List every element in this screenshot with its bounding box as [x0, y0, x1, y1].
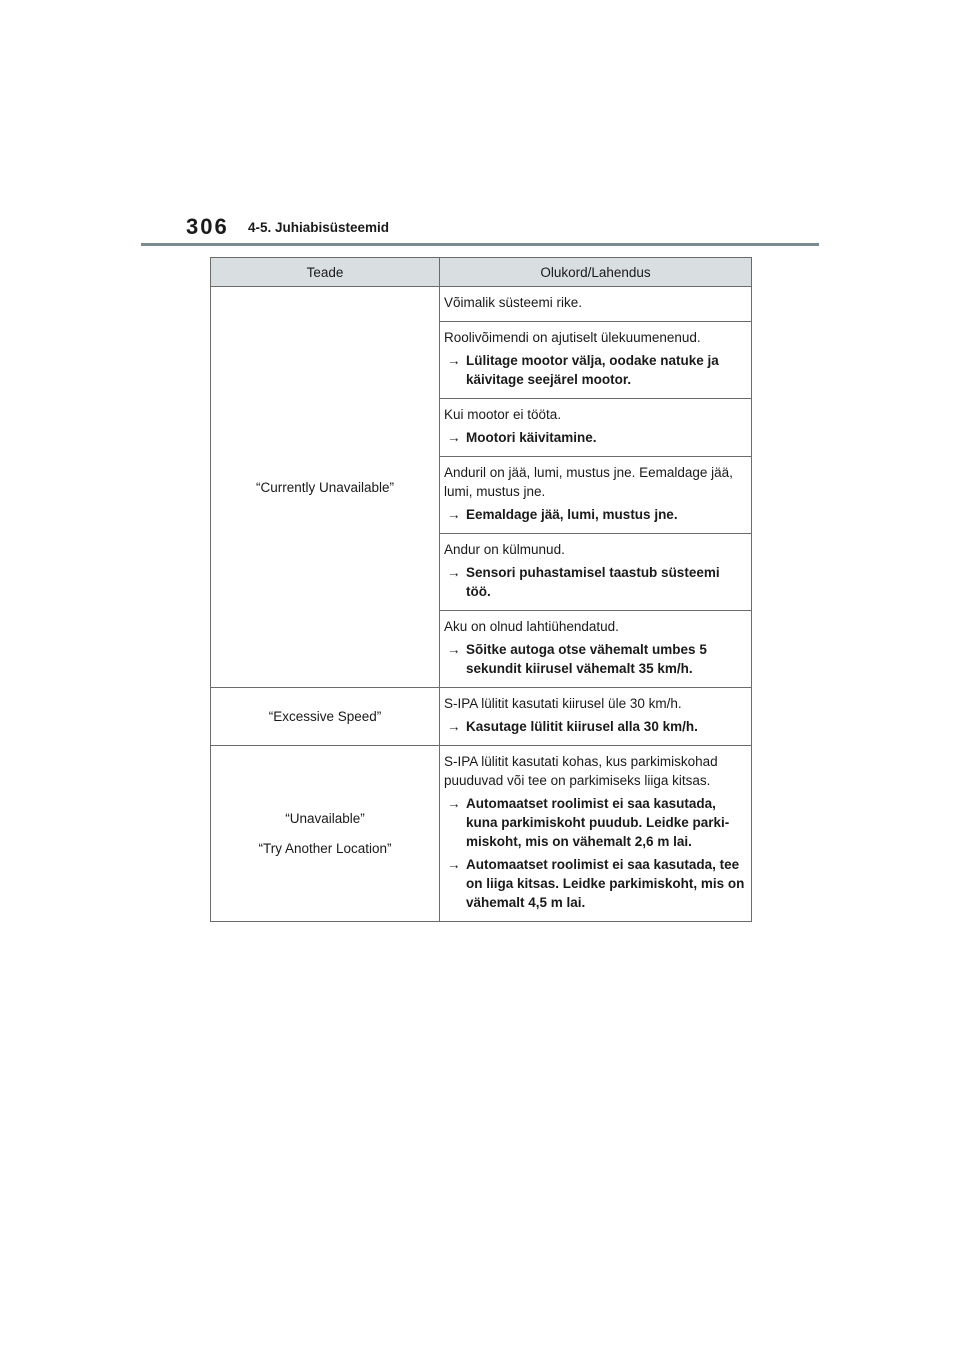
- arrow-right-icon: →: [447, 796, 461, 811]
- situation-cell: [440, 688, 752, 746]
- page-number: 306: [186, 214, 229, 239]
- solution-label: Kasutage lülitit kiirusel alla 30 km/h.: [466, 719, 698, 734]
- solution-text: [444, 351, 747, 389]
- warning-message: “Excessive Speed”: [268, 709, 382, 724]
- solution-text: [444, 428, 747, 447]
- solution-label: Lülitage mootor välja, oodake natuke ja käivitage seejärel mootor.: [466, 353, 719, 387]
- solution-text: [444, 794, 747, 851]
- situation-case: [440, 287, 751, 321]
- situation-case: [440, 688, 751, 745]
- situation-cell: [440, 287, 752, 688]
- table-row: [211, 746, 752, 922]
- solution-label: Automaatset roolimist ei saa kasutada, tee on liiga kitsas. Leidke parkimiskoht, mis on vähemalt 4,5 m lai.: [466, 857, 745, 910]
- cause-text: Kui mootor ei tööta.: [444, 407, 562, 422]
- solution-label: Mootori käivitamine.: [466, 430, 597, 445]
- cause-text: Roolivõimendi on ajutiselt ülekuumenenud.: [444, 330, 701, 345]
- arrow-right-icon: →: [447, 565, 461, 580]
- header-rule: [141, 243, 819, 246]
- cause-text: S-IPA lülitit kasutati kiirusel üle 30 km/h.: [444, 696, 682, 711]
- arrow-right-icon: →: [447, 719, 461, 734]
- column-header-message: Teade: [211, 258, 440, 287]
- table-header-row: [211, 258, 752, 287]
- cause-text: Andur on külmunud.: [444, 542, 565, 557]
- solution-text: [444, 717, 747, 736]
- solution-label: Sensori puhastamisel taastub süsteemi töö.: [466, 565, 720, 599]
- situation-case: [440, 610, 751, 687]
- situation-case: [440, 746, 751, 921]
- situation-case: [440, 533, 751, 610]
- cause-text: S-IPA lülitit kasutati kohas, kus parkimiskohad puuduvad või tee on parkimiseks liiga kitsas.: [444, 754, 718, 788]
- solution-text: [444, 563, 747, 601]
- solution-text: [444, 640, 747, 678]
- arrow-right-icon: →: [447, 642, 461, 657]
- table-row: [211, 287, 752, 688]
- cause-text: Anduril on jää, lumi, mustus jne. Eemaldage jää, lumi, mustus jne.: [444, 465, 733, 499]
- solution-text: [444, 855, 747, 912]
- solution-label: Eemaldage jää, lumi, mustus jne.: [466, 507, 678, 522]
- arrow-right-icon: →: [447, 353, 461, 368]
- arrow-right-icon: →: [447, 857, 461, 872]
- warning-message: “Try Another Location”: [258, 841, 392, 856]
- arrow-right-icon: →: [447, 430, 461, 445]
- warning-message: “Currently Unavailable”: [255, 479, 395, 495]
- situation-case: [440, 398, 751, 456]
- warning-message: “Unavailable”: [285, 811, 365, 826]
- solution-label: Automaatset roolimist ei saa kasutada, kuna parkimiskoht puudub. Leidke parki-miskoht, mis on vähemalt 2,6 m lai.: [466, 796, 730, 849]
- arrow-right-icon: →: [447, 507, 461, 522]
- message-cell: [211, 688, 440, 746]
- solution-label: Sõitke autoga otse vähemalt umbes 5 sekundit kiirusel vähemalt 35 km/h.: [466, 642, 707, 676]
- column-header-situation: Olukord/Lahendus: [440, 258, 752, 287]
- message-cell: [211, 287, 440, 688]
- solution-text: [444, 505, 747, 524]
- situation-cell: [440, 746, 752, 922]
- table-row: [211, 688, 752, 746]
- situation-case: [440, 456, 751, 533]
- cause-text: Võimalik süsteemi rike.: [444, 295, 583, 310]
- situation-case: [440, 321, 751, 398]
- section-title: 4-5. Juhiabisüsteemid: [248, 220, 390, 235]
- message-cell: [211, 746, 440, 922]
- cause-text: Aku on olnud lahtiühendatud.: [444, 619, 619, 634]
- message-table: [210, 257, 752, 922]
- table-body: [211, 287, 752, 922]
